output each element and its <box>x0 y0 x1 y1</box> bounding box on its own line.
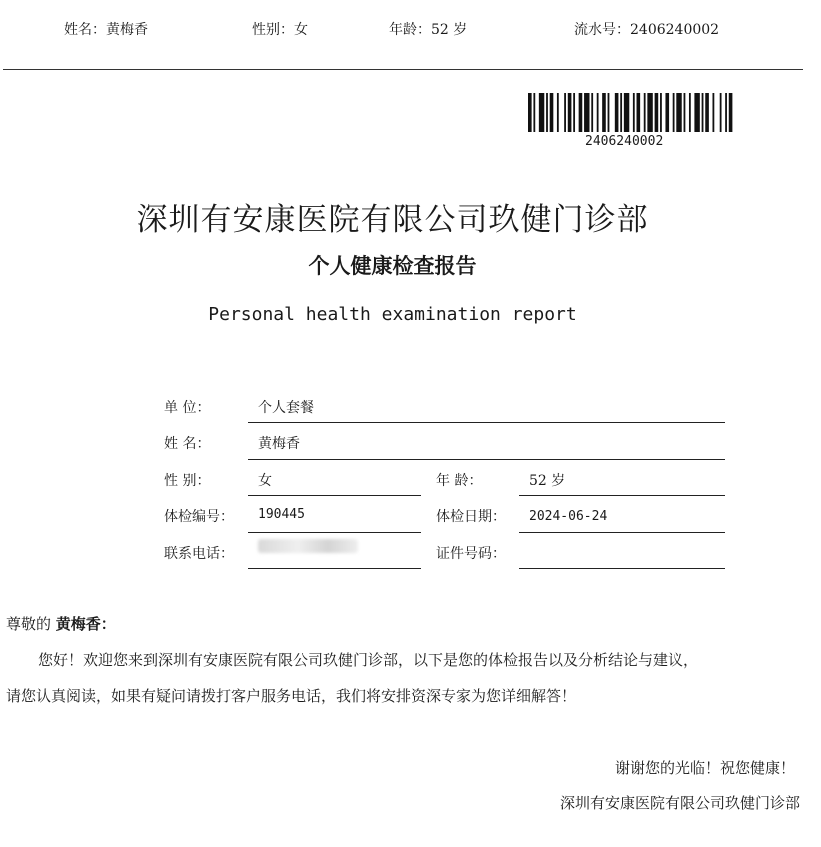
age-value: 52 岁 <box>529 473 566 489</box>
age-label: 年 龄： <box>436 473 483 489</box>
barcode-bar <box>533 93 535 132</box>
clinic-name-title: 深圳有安康医院有限公司玖健门诊部 <box>136 202 649 238</box>
barcode-number: 2406240002 <box>585 134 664 149</box>
greeting <box>6 613 116 634</box>
header-gender: 性别：女 <box>252 22 308 38</box>
barcode-bar <box>655 93 659 132</box>
barcode-bar <box>705 93 709 132</box>
barcode-bar <box>591 93 593 132</box>
barcode-bar <box>557 93 559 132</box>
name-label: 姓 名： <box>164 436 211 452</box>
barcode-bar <box>644 93 646 132</box>
unit-underline <box>248 422 725 423</box>
age-underline <box>519 495 725 496</box>
exam-date-underline <box>519 532 725 533</box>
barcode-bar <box>637 93 641 132</box>
barcode-bar <box>564 93 566 132</box>
welcome-paragraph-line2: 请您认真阅读，如果有疑问请拨打客户服务电话，我们将安排资深专家为您详细解答！ <box>6 687 577 705</box>
barcode-bar <box>694 93 699 132</box>
report-title-english: Personal health examination report <box>208 304 577 325</box>
barcode-bar <box>720 93 722 132</box>
exam-date-label: 体检日期： <box>436 509 506 525</box>
welcome-paragraph-line1: 您好！欢迎您来到深圳有安康医院有限公司玖健门诊部，以下是您的体检报告以及分析结论与建议， <box>38 651 699 669</box>
phone-underline <box>248 568 421 569</box>
gender-label: 性 别： <box>164 473 211 489</box>
barcode-bar <box>673 93 675 132</box>
gender-underline <box>248 495 421 496</box>
barcode-bar <box>615 93 619 132</box>
barcode-bar <box>573 93 575 132</box>
gender-value: 女 <box>258 473 272 489</box>
header-divider <box>3 69 803 70</box>
barcode-bar <box>647 93 652 132</box>
signature-clinic-name: 深圳有安康医院有限公司玖健门诊部 <box>559 794 800 812</box>
barcode-bar <box>684 93 686 132</box>
barcode-bar <box>608 93 610 132</box>
barcode-bar <box>550 93 554 132</box>
name-value: 黄梅香 <box>258 436 300 452</box>
unit-value: 个人套餐 <box>258 400 314 416</box>
greeting-recipient: 黄梅香： <box>55 615 116 633</box>
header-age: 年龄：52 岁 <box>389 22 468 38</box>
barcode-bar <box>602 93 606 132</box>
greeting-salutation: 尊敬的 <box>6 615 52 633</box>
barcode-bar <box>676 93 681 132</box>
barcode-bar <box>729 93 733 132</box>
id-number-label: 证件号码： <box>436 546 506 562</box>
exam-number-value: 190445 <box>258 507 305 522</box>
exam-number-label: 体检编号： <box>164 509 234 525</box>
barcode-bar <box>528 93 532 132</box>
barcode-bar <box>689 93 691 132</box>
thanks-line: 谢谢您的光临！祝您健康！ <box>614 759 795 777</box>
barcode-bar <box>568 93 572 132</box>
barcode-bar <box>620 93 622 132</box>
barcode-bar <box>579 93 583 132</box>
barcode-bar <box>660 93 662 132</box>
barcode-bar <box>624 93 629 132</box>
id-number-underline <box>519 568 725 569</box>
barcode-bar <box>702 93 704 132</box>
barcode-bar <box>712 93 714 132</box>
exam-number-underline <box>248 532 421 533</box>
name-underline <box>248 459 725 460</box>
barcode-bar <box>725 93 727 132</box>
unit-label: 单 位： <box>164 400 211 416</box>
report-title: 个人健康检查报告 <box>308 254 477 278</box>
phone-label: 联系电话： <box>164 546 234 562</box>
barcode-bar <box>665 93 669 132</box>
barcode-bar <box>539 93 544 132</box>
header-patient-name: 姓名：黄梅香 <box>64 22 148 38</box>
barcode-bar <box>546 93 548 132</box>
barcode-bar <box>584 93 589 132</box>
phone-value-redacted <box>258 539 358 553</box>
barcode-bar <box>597 93 599 132</box>
barcode-bar <box>633 93 635 132</box>
header-serial-number: 流水号：2406240002 <box>574 22 720 38</box>
exam-date-value: 2024-06-24 <box>529 509 608 524</box>
barcode-graphic <box>528 93 736 132</box>
